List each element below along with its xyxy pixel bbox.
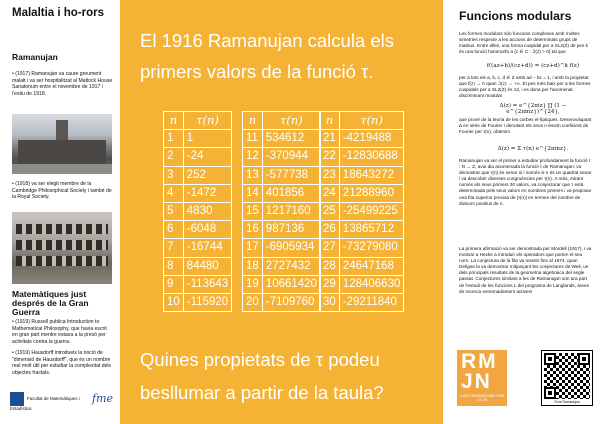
right-column [443, 0, 600, 424]
table-row [243, 166, 321, 184]
n-cell: 2 [164, 148, 184, 166]
n-cell: 27 [320, 239, 340, 257]
n-cell: 7 [164, 239, 184, 257]
table-row [320, 184, 404, 202]
table-row [164, 184, 232, 202]
left-title: Malaltia i ho-rors [12, 7, 105, 19]
col-tau-header: τ(n) [339, 112, 404, 130]
n-cell: 26 [320, 221, 340, 239]
bullet-hausdorff: • (1919) Hausdorff introdueix la noció de "dimensió de Hausdorff", que és un nombre real molt útil per estudiar la complexitat dels objectes fractals. [12, 350, 112, 376]
table-row [243, 202, 321, 220]
n-cell: 30 [320, 293, 340, 311]
bullet-1917: • (1917) Ramanujan va caure greument malalt i va ser hospitalitzat al Matlock House Sanatorium entre el novembre de 1917 i l'estiu de 1918. [12, 71, 113, 97]
table-row [243, 184, 321, 202]
table-row [164, 257, 232, 275]
n-cell: 28 [320, 257, 340, 275]
section-ramanujan-heading: Ramanujan [12, 52, 58, 62]
n-cell: 17 [243, 239, 263, 257]
bullet-russell: • (1919) Russell publica Introduction to Mathematical Philosophy, que havia escrit en gran part mentre estava a la presó per activitats contra la guerra. [12, 319, 107, 345]
tau-cell: -25499225 [339, 202, 404, 220]
tau-cell: -113643 [183, 275, 231, 293]
n-cell: 15 [243, 202, 263, 220]
n-cell: 14 [243, 184, 263, 202]
table-row [164, 221, 232, 239]
table-row [320, 275, 404, 293]
n-cell: 22 [320, 148, 340, 166]
n-cell: 13 [243, 166, 263, 184]
n-cell: 11 [243, 130, 263, 148]
badge-caption: CURS RAMANUJAN FME 24-25 [459, 394, 505, 403]
paragraph-intro: Les formes modulars són funcions complexes amb moltes simetries respecte a les accions de determinats grups de matrius. Entre elles, una forma cuspidal per a SL2(Z) de pes k és una funció holomorfa a {z ∈ C : ℑ(z) > 0} tal que [459, 31, 588, 55]
table-row [243, 257, 321, 275]
table-row [243, 130, 321, 148]
tau-cell: 21288960 [339, 184, 404, 202]
col-n-header: n [164, 112, 184, 130]
paragraph-discriminant: per a tots els a, b, c, d ∈ Z amb ad − bc = 1, i amb la propietat que f(z) → 0 quan ℑ(z) → +∞. El pes més baix per a les formes cuspidals per a SL2(Z) és 12, i es dona per l'anomenat discriminant modular [459, 75, 591, 99]
tau-table-2 [242, 111, 321, 312]
tau-cell: -577738 [262, 166, 320, 184]
tau-cell: -4219488 [339, 130, 404, 148]
tau-cell: 128406630 [339, 275, 404, 293]
tau-cell: -12830688 [339, 148, 404, 166]
col-tau-header: τ(n) [183, 112, 231, 130]
tau-cell: 2727432 [262, 257, 320, 275]
tau-table-1 [163, 111, 232, 312]
col-tau-header: τ(n) [262, 112, 320, 130]
table-row [164, 166, 232, 184]
tau-cell: 24647168 [339, 257, 404, 275]
tau-cell: 18643272 [339, 166, 404, 184]
sanatorium-photo [12, 114, 112, 174]
n-cell: 5 [164, 202, 184, 220]
left-column [0, 0, 120, 424]
n-cell: 21 [320, 130, 340, 148]
equation-modular: f((az+b)/(cz+d)) = (cz+d)^k f(z) [486, 63, 580, 69]
table-row [243, 239, 321, 257]
center-question: Quines propietats de τ podeu besllumar a partir de la taula? [140, 349, 384, 403]
tau-cell: -16744 [183, 239, 231, 257]
tau-cell: 13865712 [339, 221, 404, 239]
n-cell: 19 [243, 275, 263, 293]
table-row [164, 130, 232, 148]
n-cell: 9 [164, 275, 184, 293]
paragraph-ramanujan-tau: Ramanujan va ser el primer a estudiar profundament la funció τ : N → Z, avui dia anomenada la funció τ de Ramanujan: va demostrar que τ(n) és senar si i només si n és un quadrat senar i va descobrir diverses congruències per τ(n). A més, mirant només els seus primers 30 valors, va conjecturar que τ està determinada pels seus valors en nombres primers i va proposar una fita superior precisa de |τ(n)| en termes del nombre de divisors positius de n. [459, 158, 592, 206]
table-row [164, 239, 232, 257]
tau-table-3 [319, 111, 404, 312]
paragraph-fourier: que prové de la teoria de les corbes el·líptiques. Desenvolupant Δ en sèrie de Fourier i denotant els seus n-èssim coeficient de Fourier per τ(n), obtenim [459, 117, 592, 135]
table-row [320, 221, 404, 239]
tau-cell: 401856 [262, 184, 320, 202]
qr-code[interactable] [541, 350, 593, 406]
n-cell: 3 [164, 166, 184, 184]
table-row [243, 275, 321, 293]
qr-label: Cicle Ramanujan [554, 400, 580, 404]
tau-cell: -24 [183, 148, 231, 166]
tau-cell: -6048 [183, 221, 231, 239]
equation-delta-product: Δ(z) = e^{2πiz} ∏ (1 − e^{2πinz})^{24}, [499, 103, 567, 115]
table-row [320, 239, 404, 257]
tau-cell: -6905934 [262, 239, 320, 257]
tau-cell: -29211840 [339, 293, 404, 311]
tau-cell: 4830 [183, 202, 231, 220]
n-cell: 29 [320, 275, 340, 293]
table-row [164, 202, 232, 220]
table-row [320, 130, 404, 148]
tau-cell: 84480 [183, 257, 231, 275]
ramanujan-course-badge [457, 350, 507, 406]
n-cell: 12 [243, 148, 263, 166]
table-row [320, 257, 404, 275]
bullet-1918: • (1918) va ser elegit membre de la Cambridge Philosophical Society i també de la Royal Society. [12, 181, 112, 201]
badge-letters: RM JN [461, 350, 498, 393]
society-group-photo [12, 212, 112, 284]
table-row [164, 148, 232, 166]
tau-cell: 987136 [262, 221, 320, 239]
tau-cell: -370944 [262, 148, 320, 166]
n-cell: 20 [243, 293, 263, 311]
paragraph-deligne: La primera afirmació va ser demostrada per Mordell (1917), i va motivar a Hecke a introduir els operadors que porten el seu nom. La conjectura de la fita va resistir fins al 1974, quan Deligne la va demostrar mitjançant les conjectures de Weil, un dels principals resultats de la geometria algebraica del segle passat. Conjectures similars a les de Ramanujan són ara part de l'estudi de les funcions L del programa de Langlands, àrees de recerca extremadament actives! [459, 246, 592, 294]
tau-cell: -7109760 [262, 293, 320, 311]
n-cell: 4 [164, 184, 184, 202]
table-row [320, 148, 404, 166]
tau-cell: -73279080 [339, 239, 404, 257]
table-row [164, 275, 232, 293]
n-cell: 10 [164, 293, 184, 311]
n-cell: 1 [164, 130, 184, 148]
table-row [164, 293, 232, 311]
table-row [243, 221, 321, 239]
table-row [243, 148, 321, 166]
tau-cell: -1472 [183, 184, 231, 202]
n-cell: 16 [243, 221, 263, 239]
n-cell: 25 [320, 202, 340, 220]
table-row [320, 166, 404, 184]
col-n-header: n [320, 112, 340, 130]
fme-logo: fme [92, 392, 114, 405]
n-cell: 23 [320, 166, 340, 184]
tau-cell: 1217160 [262, 202, 320, 220]
upc-logo [10, 392, 85, 411]
tau-cell: 534612 [262, 130, 320, 148]
col-n-header: n [243, 112, 263, 130]
section-postwar-heading: Matemàtiques just després de la Gran Guerra [12, 289, 89, 317]
tau-cell: 10661420 [262, 275, 320, 293]
table-row [320, 202, 404, 220]
right-title: Funcions modulars [459, 9, 572, 23]
n-cell: 6 [164, 221, 184, 239]
table-row [243, 293, 321, 311]
tau-cell: 1 [183, 130, 231, 148]
equation-delta-series: Δ(z) = Σ τ(n) e^{2πinz}. [497, 146, 569, 152]
center-panel [120, 0, 443, 424]
upc-logo-icon [10, 392, 24, 406]
upc-logo-text: Facultat de Matemàtiques i Estadística [10, 396, 80, 411]
n-cell: 24 [320, 184, 340, 202]
center-title: El 1916 Ramanujan calcula els primers valors de la funció τ. [140, 30, 395, 82]
n-cell: 8 [164, 257, 184, 275]
n-cell: 18 [243, 257, 263, 275]
table-row [320, 293, 404, 311]
tau-cell: 252 [183, 166, 231, 184]
tau-cell: -115920 [183, 293, 231, 311]
